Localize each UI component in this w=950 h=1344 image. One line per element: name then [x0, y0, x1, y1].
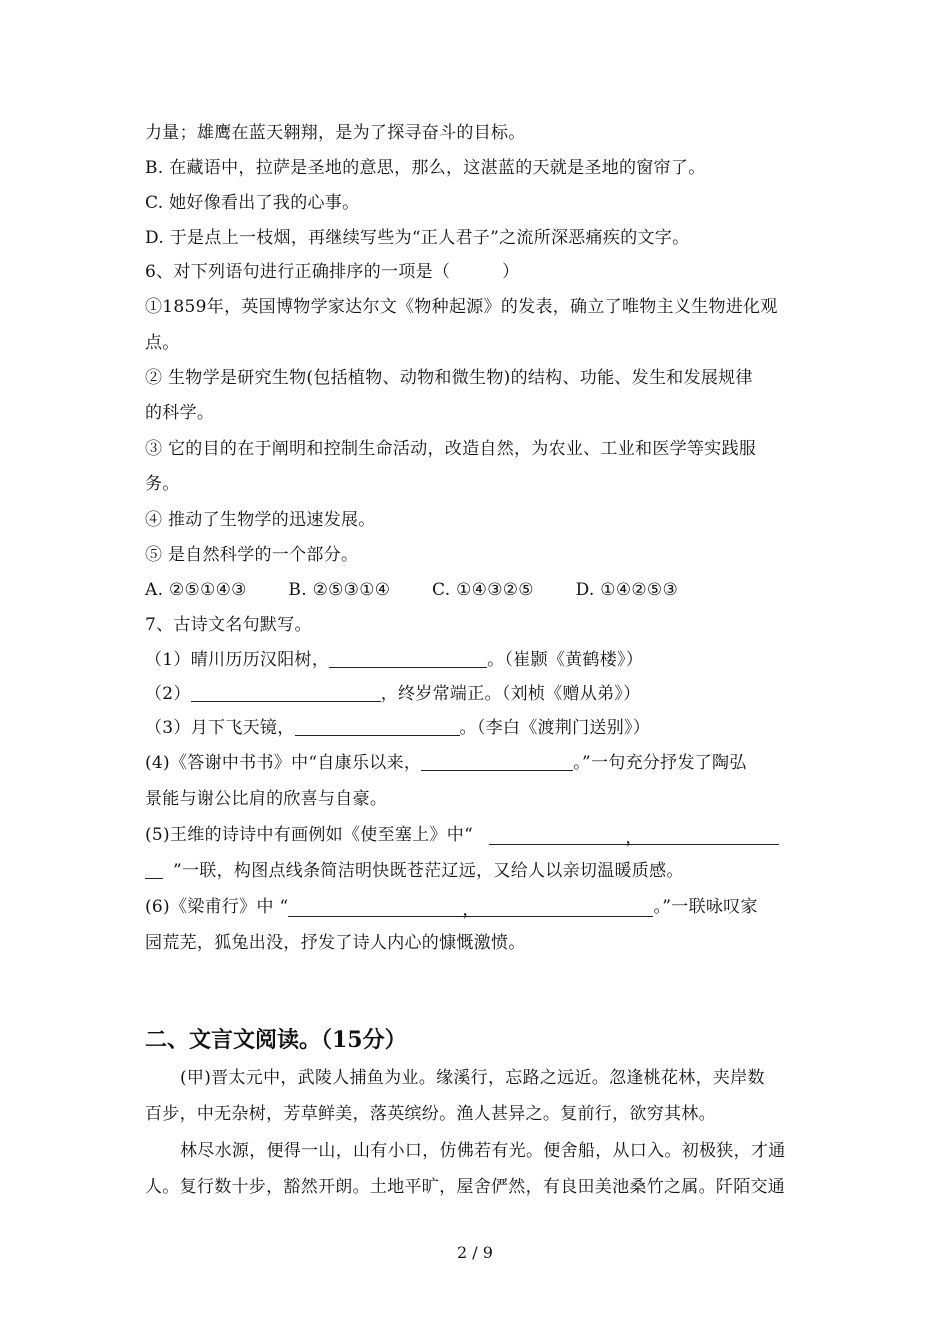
reading-paragraph-1-cont: 百步，中无杂树，芳草鲜美，落英缤纷。渔人甚异之。复前行，欲穷其林。 — [145, 1104, 716, 1124]
poem-item-6 — [145, 895, 810, 919]
sentence-3-cont: 务。 — [145, 474, 180, 494]
poem-3-suffix: 。（李白《渡荆门送别》） — [459, 718, 651, 738]
poem-3-prefix: （3）月下飞天镜， — [145, 718, 295, 738]
sentence-5: ⑤ 是自然科学的一个部分。 — [145, 545, 359, 565]
option-b-line: B. 在藏语中，拉萨是圣地的意思，那么，这湛蓝的天就是圣地的窗帘了。 — [145, 158, 706, 178]
poem-1-prefix: （1）晴川历历汉阳树， — [145, 650, 330, 670]
sentence-2: ② 生物学是研究生物(包括植物、动物和微生物)的结构、功能、发生和发展规律 — [145, 368, 753, 388]
question-6: 6、对下列语句进行正确排序的一项是（ ） — [145, 262, 520, 282]
poem-item-5-cont — [145, 859, 810, 883]
poem-4-suffix: 。”一句充分抒发了陶弘 — [573, 753, 747, 773]
option-c-line: C. 她好像看出了我的心事。 — [145, 193, 360, 213]
blank-line[interactable] — [191, 683, 381, 702]
blank-line[interactable] — [329, 649, 487, 668]
blank-comma: ， — [462, 900, 480, 919]
question-7: 7、古诗文名句默写。 — [145, 615, 312, 635]
poem-item-2 — [145, 682, 810, 706]
blank-line[interactable] — [421, 752, 573, 771]
poem-6-suffix: 。”一联咏叹家 — [653, 897, 758, 917]
poem-item-1 — [145, 648, 810, 672]
option-d: D. ①④②⑤③ — [575, 580, 678, 600]
poem-item-4 — [145, 751, 810, 775]
option-d-line: D. 于是点上一枝烟，再继续写些为“正人君子”之流所深恶痛疾的文字。 — [145, 228, 690, 248]
reading-paragraph-2-cont: 人。复行数十步，豁然开朗。土地平旷，屋舍俨然，有良田美池桑竹之属。阡陌交通 — [145, 1177, 786, 1197]
option-c: C. ①④③②⑤ — [432, 580, 534, 600]
reading-paragraph-1: (甲)晋太元中，武陵人捕鱼为业。缘溪行，忘路之远近。忽逢桃花林，夹岸数 — [180, 1068, 765, 1088]
sentence-1: ①1859年，英国博物学家达尔文《物种起源》的发表，确立了唯物主义生物进化观 — [145, 297, 778, 317]
blank-line[interactable] — [489, 826, 779, 845]
page-number: 2 / 9 — [457, 1243, 493, 1262]
poem-2-suffix: ，终岁常端正。（刘桢《赠从弟》） — [380, 684, 641, 704]
poem-1-suffix: 。（崔颢《黄鹤楼》） — [487, 650, 644, 670]
blank-line[interactable] — [145, 860, 163, 879]
option-b: B. ②⑤③①④ — [288, 580, 391, 600]
poem-5-suffix: ”一联，构图点线条简洁明快既苍茫辽远，又给人以亲切温暖质感。 — [173, 861, 684, 881]
poem-item-4-cont: 景能与谢公比肩的欣喜与自豪。 — [145, 789, 388, 809]
option-a: A. ②⑤①④③ — [145, 580, 247, 600]
section-heading: 二、文言文阅读。（15分） — [145, 1027, 407, 1053]
poem-2-prefix: （2） — [145, 684, 191, 704]
sentence-1-cont: 点。 — [145, 333, 180, 353]
poem-item-6-cont: 园荒芜，狐兔出没，抒发了诗人内心的慷慨激愤。 — [145, 933, 526, 953]
poem-4-prefix: (4)《答谢中书书》中“自康乐以来， — [145, 753, 422, 773]
blank-comma: ， — [625, 828, 643, 847]
poem-6-prefix: (6)《梁甫行》中 “ — [145, 897, 289, 917]
poem-item-5 — [145, 823, 810, 847]
poem-5-prefix: (5)王维的诗诗中有画例如《使至塞上》中“ — [145, 825, 474, 845]
answer-options — [145, 578, 810, 602]
blank-line[interactable] — [295, 717, 460, 736]
reading-paragraph-2: 林尽水源，便得一山，山有小口，仿佛若有光。便舍船，从口入。初极狭，才通 — [180, 1141, 786, 1161]
sentence-4: ④ 推动了生物学的迅速发展。 — [145, 510, 376, 530]
sentence-3: ③ 它的目的在于阐明和控制生命活动，改造自然，为农业、工业和医学等实践服 — [145, 439, 757, 459]
text-line: 力量；雄鹰在蓝天翱翔，是为了探寻奋斗的目标。 — [145, 123, 526, 143]
blank-line[interactable] — [288, 898, 653, 917]
sentence-2-cont: 的科学。 — [145, 403, 215, 423]
poem-item-3 — [145, 716, 810, 740]
